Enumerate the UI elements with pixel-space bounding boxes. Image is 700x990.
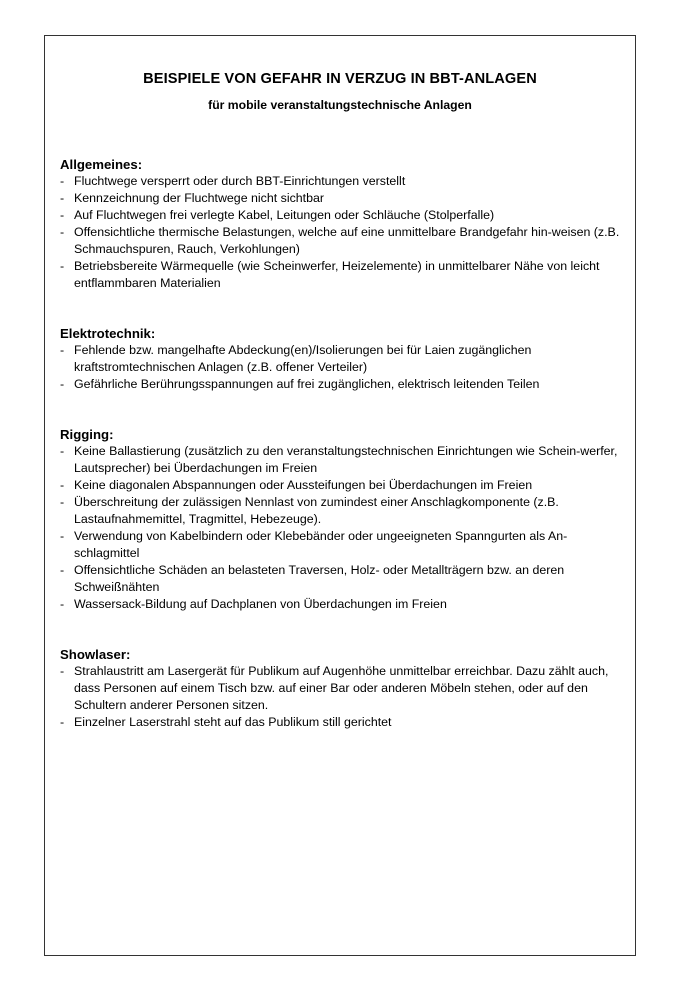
list-item-text: Fluchtwege versperrt oder durch BBT-Einrichtungen verstellt bbox=[74, 174, 406, 188]
document-frame bbox=[44, 35, 636, 956]
list-item bbox=[60, 596, 625, 613]
bullet-dash: - bbox=[60, 225, 65, 239]
list-item-text: Strahlaustritt am Lasergerät für Publikum auf Augenhöhe unmittelbar erreichbar. Dazu zählt auch, dass Personen auf einem Tisch bzw. auf einer Bar oder anderen Möbeln stehen, oder auf den Schultern anderer Personen sitzen. bbox=[74, 664, 609, 712]
item-list bbox=[60, 663, 625, 731]
bullet-dash: - bbox=[60, 563, 65, 577]
list-item bbox=[60, 477, 625, 494]
section-rigging bbox=[60, 426, 625, 613]
bullet-dash: - bbox=[60, 174, 65, 188]
document-header bbox=[45, 70, 635, 113]
list-item-text: Keine Ballastierung (zusätzlich zu den veranstaltungstechnischen Einrichtungen wie Schein-werfer, Lautsprecher) bei Überdachungen im Freien bbox=[74, 444, 618, 475]
list-item bbox=[60, 494, 625, 528]
bullet-dash: - bbox=[60, 597, 65, 611]
bullet-dash: - bbox=[60, 444, 65, 458]
bullet-dash: - bbox=[60, 495, 65, 509]
list-item-text: Offensichtliche Schäden an belasteten Traversen, Holz- oder Metallträgern bzw. an deren Schweißnähten bbox=[74, 563, 565, 594]
item-list bbox=[60, 173, 625, 292]
list-item-text: Verwendung von Kabelbindern oder Klebebänder oder ungeeigneten Spanngurten als An-schlagmittel bbox=[74, 529, 568, 560]
list-item bbox=[60, 562, 625, 596]
item-list bbox=[60, 443, 625, 613]
section-heading: Rigging: bbox=[60, 427, 114, 442]
list-item-text: Wassersack-Bildung auf Dachplanen von Überdachungen im Freien bbox=[74, 597, 447, 611]
section-heading: Allgemeines: bbox=[60, 157, 143, 172]
section-heading: Showlaser: bbox=[60, 647, 131, 662]
list-item-text: Auf Fluchtwegen frei verlegte Kabel, Leitungen oder Schläuche (Stolperfalle) bbox=[74, 208, 495, 222]
list-item-text: Fehlende bzw. mangelhafte Abdeckung(en)/Isolierungen bei für Laien zugänglichen kraftstromtechnischen Anlagen (z.B. offener Verteiler) bbox=[74, 343, 532, 374]
list-item bbox=[60, 342, 625, 376]
section-showlaser bbox=[60, 646, 625, 731]
list-item bbox=[60, 714, 625, 731]
bullet-dash: - bbox=[60, 343, 65, 357]
section-allgemeines bbox=[60, 156, 625, 292]
list-item-text: Gefährliche Berührungsspannungen auf frei zugänglichen, elektrisch leitenden Teilen bbox=[74, 377, 540, 391]
bullet-dash: - bbox=[60, 259, 65, 273]
item-list bbox=[60, 342, 625, 393]
list-item bbox=[60, 224, 625, 258]
list-item-text: Betriebsbereite Wärmequelle (wie Scheinwerfer, Heizelemente) in unmittelbarer Nähe von leicht entflammbaren Materialien bbox=[74, 259, 600, 290]
bullet-dash: - bbox=[60, 478, 65, 492]
list-item bbox=[60, 528, 625, 562]
section-elektrotechnik bbox=[60, 325, 625, 393]
document-title: BEISPIELE VON GEFAHR IN VERZUG IN BBT-ANLAGEN bbox=[143, 71, 537, 87]
bullet-dash: - bbox=[60, 191, 65, 205]
section-heading: Elektrotechnik: bbox=[60, 326, 156, 341]
list-item-text: Einzelner Laserstrahl steht auf das Publikum still gerichtet bbox=[74, 715, 392, 729]
list-item-text: Kennzeichnung der Fluchtwege nicht sichtbar bbox=[74, 191, 325, 205]
bullet-dash: - bbox=[60, 377, 65, 391]
bullet-dash: - bbox=[60, 208, 65, 222]
list-item bbox=[60, 376, 625, 393]
bullet-dash: - bbox=[60, 529, 65, 543]
bullet-dash: - bbox=[60, 664, 65, 678]
list-item-text: Offensichtliche thermische Belastungen, welche auf eine unmittelbare Brandgefahr hin-weisen (z.B. Schmauchspuren, Rauch, Verkohlungen) bbox=[74, 225, 620, 256]
list-item bbox=[60, 190, 625, 207]
bullet-dash: - bbox=[60, 715, 65, 729]
list-item bbox=[60, 663, 625, 714]
list-item bbox=[60, 443, 625, 477]
document-content bbox=[60, 156, 625, 731]
document-subtitle: für mobile veranstaltungstechnische Anlagen bbox=[208, 98, 472, 112]
list-item bbox=[60, 207, 625, 224]
list-item bbox=[60, 258, 625, 292]
list-item bbox=[60, 173, 625, 190]
list-item-text: Keine diagonalen Abspannungen oder Aussteifungen bei Überdachungen im Freien bbox=[74, 478, 533, 492]
list-item-text: Überschreitung der zulässigen Nennlast von zumindest einer Anschlagkomponente (z.B. Lastaufnahmemittel, Tragmittel, Hebezeuge). bbox=[74, 495, 559, 526]
